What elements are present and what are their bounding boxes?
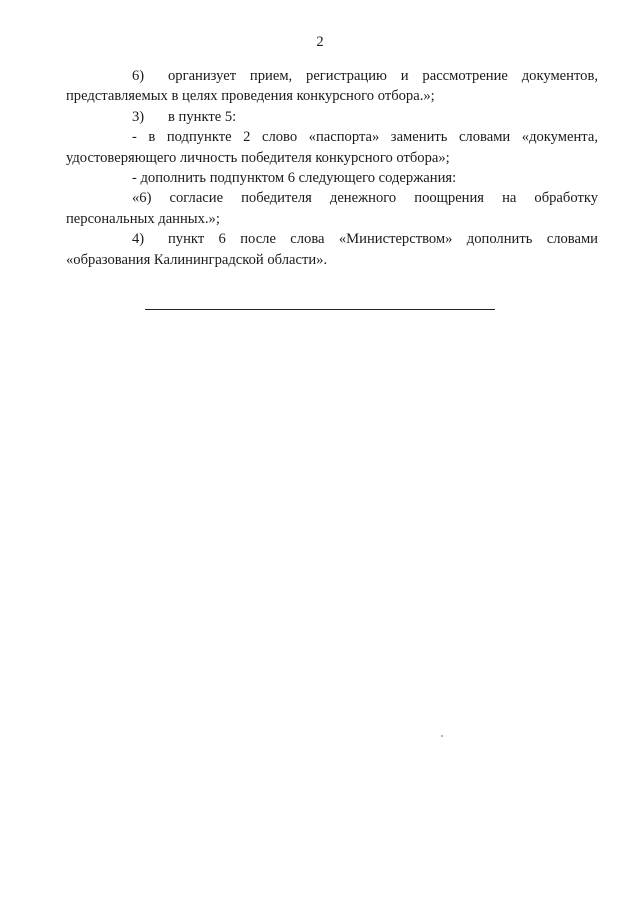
paragraph-text: в пункте 5: [168,108,237,125]
item-number: 4) [132,231,145,248]
page-number: 2 [316,34,324,50]
paragraph-item-6 [66,66,598,107]
paragraph-text: организует прием, регистрацию и рассмотрение документов, представляемых в целях проведения конкурсного отбора.»; [66,68,598,105]
paragraph-text: - в подпункте 2 слово «паспорта» заменить словами «документа, удостоверяющего личность победителя конкурсного отбора»; [66,129,598,166]
paragraph-item-3 [66,107,598,127]
end-divider-line [145,309,495,310]
paragraph-text: пункт 6 после слова «Министерством» дополнить словами «образования Калининградской области». [66,231,598,268]
paragraph-subpoint-2-change [66,127,598,168]
document-body [66,66,598,270]
item-number: 3) [132,108,145,125]
item-number: 6) [132,68,145,84]
paragraph-subpoint-6-text [66,188,598,229]
scan-speck [441,735,443,737]
paragraph-add-subpoint-6 [66,168,598,188]
paragraph-text: - дополнить подпунктом 6 следующего содержания: [132,170,457,187]
paragraph-text: «6) согласие победителя денежного поощрения на обработку персональных данных.»; [66,190,598,227]
paragraph-item-4 [66,229,598,270]
